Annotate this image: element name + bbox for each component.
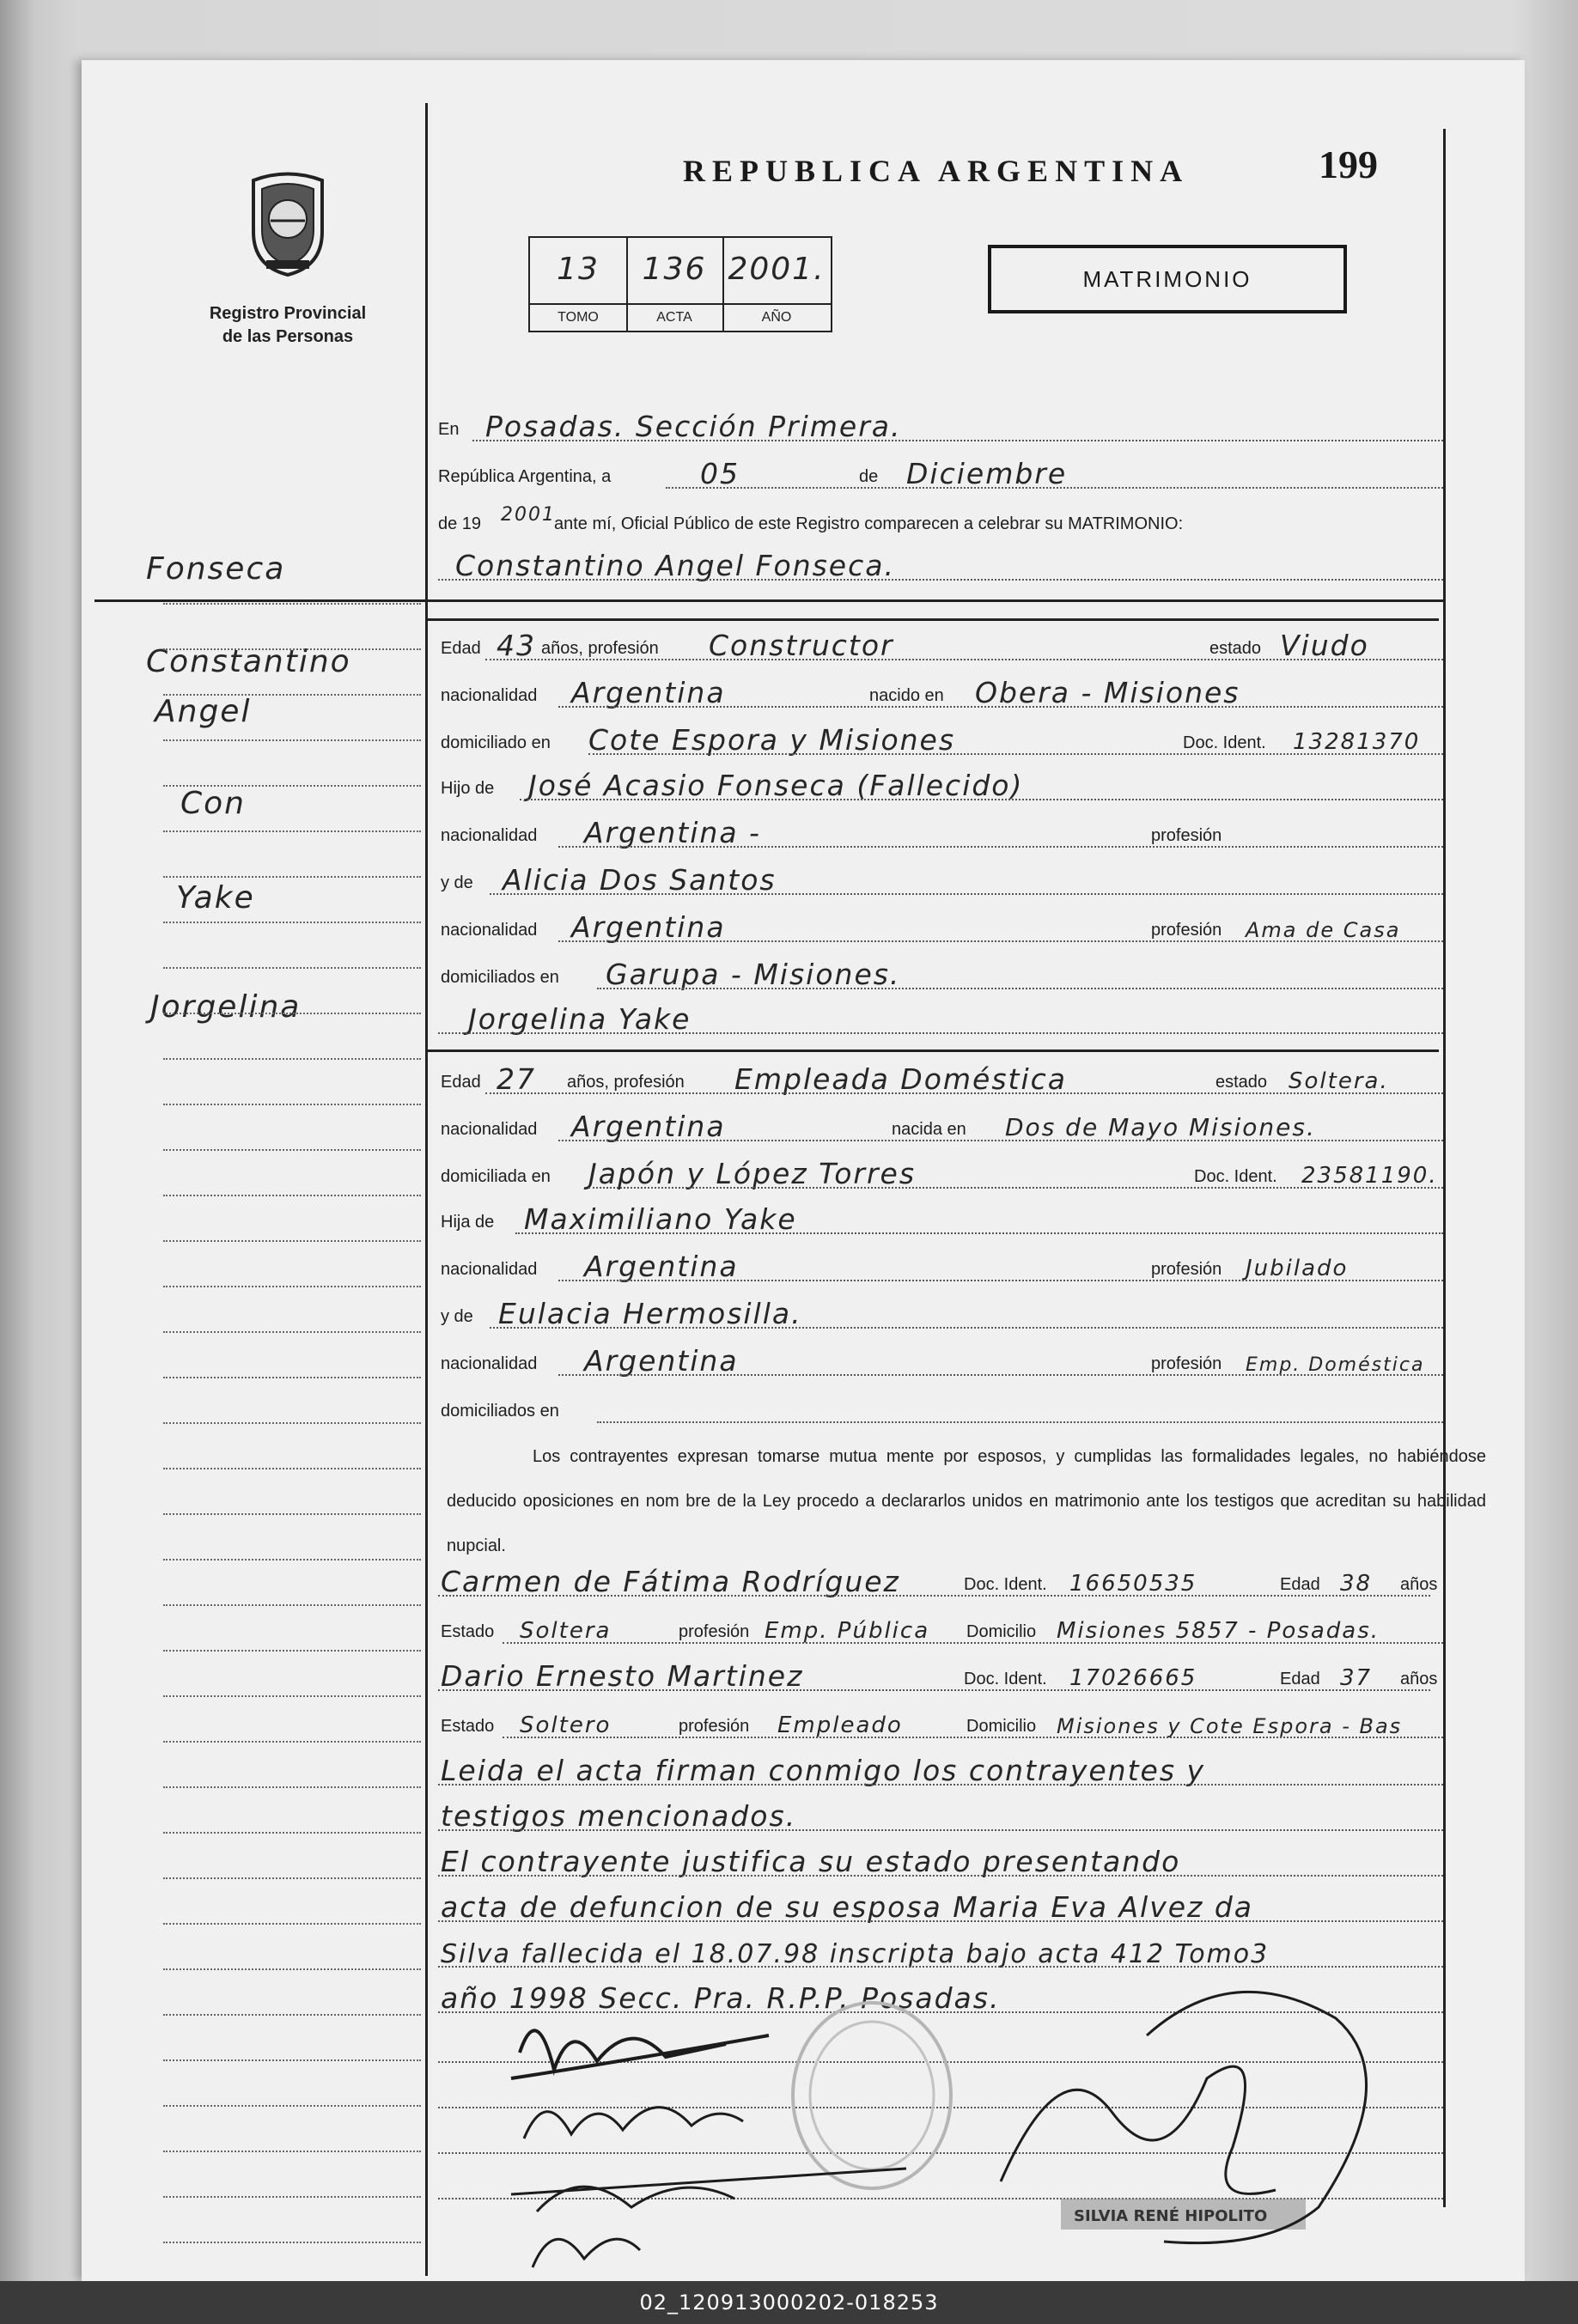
profesion-label: años, profesión [567, 1073, 685, 1092]
de-label: de [859, 467, 879, 486]
edad-label: Edad [441, 639, 481, 658]
bride-row-2 [82, 1104, 1525, 1147]
margin-line [163, 1422, 421, 1424]
witness-1-profession: Emp. Pública [765, 1618, 930, 1644]
groom-mother: Alicia Dos Santos [503, 863, 777, 897]
groom-row-8 [82, 952, 1525, 995]
dotted-line [438, 1689, 1430, 1691]
section-rule [94, 599, 1443, 602]
acta-value: 136 [642, 252, 707, 287]
month-value: Diciembre [906, 457, 1068, 490]
margin-line [163, 1104, 421, 1105]
witness-2-row-2 [82, 1700, 1525, 1743]
margin-line [163, 1604, 421, 1606]
bride-mother: Eulacia Hermosilla. [498, 1297, 802, 1330]
witness-1-row-1 [82, 1559, 1525, 1602]
groom-row-3 [82, 717, 1525, 760]
groom-father: José Acasio Fonseca (Fallecido) [528, 769, 1024, 802]
margin-line [163, 876, 421, 878]
note-row [82, 1793, 1525, 1836]
note-line-5: Silva fallecida el 18.07.98 inscripta bajo acta 412 Tomo3 [441, 1939, 1270, 1969]
dotted-line [438, 1829, 1443, 1831]
margin-line [163, 739, 421, 741]
margin-line [163, 830, 421, 832]
witness-2-row-1 [82, 1653, 1525, 1696]
witness-2-address: Misiones y Cote Espora - Bas [1057, 1714, 1403, 1738]
note-line-2: testigos mencionados. [441, 1799, 797, 1833]
dotted-line [520, 799, 1443, 800]
groom-father-nationality: Argentina - [584, 816, 761, 849]
margin-line [163, 1195, 421, 1196]
witness-2-status: Soltero [520, 1713, 612, 1738]
profesion-label: profesión [1151, 921, 1222, 940]
groom-doc: 13281370 [1293, 729, 1421, 755]
doc-label: Doc. Ident. [964, 1575, 1047, 1594]
dotted-line [438, 1920, 1443, 1922]
witness-2-name: Dario Ernesto Martinez [441, 1659, 804, 1693]
dotted-line [485, 1092, 1443, 1094]
witness-1-doc: 16650535 [1069, 1571, 1197, 1597]
groom-name-row [82, 543, 1525, 586]
bride-row-5 [82, 1244, 1525, 1287]
dotted-line [558, 706, 1443, 708]
registry-line-2: de las Personas [222, 327, 354, 346]
dotted-line [666, 487, 1443, 489]
ano-value: 2001. [728, 252, 826, 287]
bride-father: Maximiliano Yake [524, 1202, 797, 1236]
doc-label: Doc. Ident. [1194, 1167, 1277, 1186]
dotted-line [588, 753, 1443, 755]
groom-row-6 [82, 857, 1525, 900]
profesion-label: profesión [1151, 1354, 1222, 1373]
note-line-3: El contrayente justifica su estado presentando [441, 1845, 1181, 1878]
margin-line [163, 1650, 421, 1652]
note-row [82, 1748, 1525, 1791]
dotted-line [503, 1737, 1443, 1738]
bride-father-profession: Jubilado [1246, 1256, 1349, 1281]
bride-birthplace: Dos de Mayo Misiones. [1005, 1113, 1316, 1141]
note-line-1: Leida el acta firman conmigo los contrayentes y [441, 1754, 1206, 1787]
witness-1-age: 38 [1340, 1571, 1373, 1597]
dotted-line [438, 1875, 1443, 1877]
groom-birthplace: Obera - Misiones [975, 676, 1240, 709]
section-rule [425, 618, 1439, 621]
edad-label: Edad [1280, 1575, 1320, 1594]
profesion-label: profesión [679, 1622, 750, 1641]
groom-profession: Constructor [709, 629, 894, 662]
doc-label: Doc. Ident. [964, 1670, 1047, 1688]
margin-line [163, 1877, 421, 1879]
margin-line [163, 1286, 421, 1287]
hija-label: Hija de [441, 1213, 495, 1232]
bride-full-name: Jorgelina Yake [468, 1002, 692, 1036]
margin-line [163, 1741, 421, 1743]
estado-label: Estado [441, 1717, 495, 1736]
domicilio-label: Domicilio [966, 1622, 1037, 1641]
margin-line [163, 785, 421, 787]
official-stamp-icon [793, 2003, 951, 2188]
groom-signature [511, 2030, 769, 2078]
nacionalidad-label: nacionalidad [441, 1354, 538, 1373]
statement-text: ante mí, Oficial Público de este Registro comparecen a celebrar su MATRIMONIO: [554, 514, 1184, 533]
dotted-line [438, 579, 1443, 581]
registry-name [185, 302, 391, 349]
nacionalidad-label: nacionalidad [441, 826, 538, 845]
section-rule [425, 1049, 1439, 1052]
anos-label: años [1400, 1575, 1438, 1594]
bride-nationality: Argentina [571, 1110, 726, 1143]
nacionalidad-label: nacionalidad [441, 686, 538, 705]
profesion-label: profesión [679, 1717, 750, 1736]
domiciliado-label: domiciliado en [441, 733, 551, 752]
bride-row-7 [82, 1338, 1525, 1381]
day-value: 05 [700, 457, 740, 490]
margin-name: Angel [155, 694, 252, 729]
dotted-line [438, 1966, 1443, 1968]
domicilio-label: Domicilio [966, 1717, 1037, 1736]
intro-year-row [82, 498, 1525, 541]
witness-2-signature [533, 2239, 640, 2267]
dotted-line [472, 440, 1443, 441]
dotted-line [515, 1232, 1443, 1234]
hijo-label: Hijo de [441, 779, 495, 798]
margin-line [163, 1013, 421, 1014]
margin-line [163, 2196, 421, 2198]
domiciliados-label: domiciliados en [441, 1402, 559, 1421]
margin-line [163, 1786, 421, 1788]
margin-line [163, 1559, 421, 1560]
witness-1-row-2 [82, 1606, 1525, 1649]
witness-2-age: 37 [1340, 1665, 1373, 1691]
bride-mother-profession: Emp. Doméstica [1246, 1354, 1425, 1376]
groom-row-4 [82, 763, 1525, 806]
bride-age: 27 [497, 1062, 536, 1096]
page-number: 199 [1319, 143, 1378, 186]
stamp-text: SILVIA RENÉ HIPOLITO [1074, 2207, 1268, 2225]
nacionalidad-label: nacionalidad [441, 921, 538, 940]
margin-line [163, 2151, 421, 2152]
witness-1-address: Misiones 5857 - Posadas. [1057, 1618, 1380, 1644]
de19-label: de 19 [438, 514, 482, 533]
margin-name: Constantino [146, 644, 351, 679]
margin-name: Con [180, 786, 246, 821]
dotted-line [558, 940, 1443, 942]
act-type-box: MATRIMONIO [988, 245, 1347, 313]
dotted-line [558, 1374, 1443, 1376]
margin-line [163, 967, 421, 969]
groom-age: 43 [497, 629, 536, 662]
witness-1-signature [511, 2169, 906, 2211]
bride-row-3 [82, 1151, 1525, 1194]
record-number-table [528, 236, 832, 332]
domiciliados-label: domiciliados en [441, 968, 559, 987]
dotted-line [490, 893, 1443, 895]
note-row [82, 1930, 1525, 1973]
margin-line [163, 1149, 421, 1151]
margin-line [163, 1240, 421, 1242]
bride-status: Soltera. [1289, 1068, 1389, 1094]
en-label: En [438, 420, 460, 439]
estado-label: Estado [441, 1622, 495, 1641]
witness-2-profession: Empleado [777, 1713, 903, 1738]
margin-line [163, 1832, 421, 1834]
profesion-label: años, profesión [541, 639, 659, 658]
witness-1-status: Soltera [520, 1618, 612, 1644]
edad-label: Edad [441, 1073, 481, 1092]
margin-line [163, 2105, 421, 2107]
note-row [82, 1884, 1525, 1927]
groom-full-name: Constantino Angel Fonseca. [455, 549, 895, 582]
yde-label: y de [441, 1307, 473, 1326]
nacionalidad-label: nacionalidad [441, 1120, 538, 1139]
dotted-line [597, 1421, 1443, 1423]
note-line-6: año 1998 Secc. Pra. R.P.P. Posadas. [441, 1981, 1001, 2015]
estado-label: estado [1209, 639, 1262, 658]
declaration-text: Los contrayentes expresan tomarse mutua mente por esposos, y cumplidas las formalidades legales, no habiéndose deducido oposiciones en nom bre de la Ley procedo a declararlos unidos en matrimonio ante los testigos que acreditan su habilidad nupcial. [447, 1447, 1486, 1555]
margin-line [163, 922, 421, 923]
witness-1-name: Carmen de Fátima Rodríguez [441, 1565, 900, 1598]
archive-id-footer: 02_120913000202-018253 [0, 2281, 1578, 2324]
margin-line [163, 1968, 421, 1970]
margin-line [163, 2059, 421, 2061]
intro-place-row [82, 404, 1525, 447]
groom-status: Viudo [1280, 629, 1369, 662]
estado-label: estado [1215, 1073, 1268, 1092]
ano-cell [722, 238, 831, 331]
margin-line [163, 2014, 421, 2016]
margin-name: Fonseca [146, 551, 286, 587]
margin-line [163, 1468, 421, 1469]
bride-signature [524, 2108, 743, 2138]
dotted-line [588, 1187, 1443, 1189]
dotted-line [438, 1595, 1430, 1597]
margin-name: Jorgelina [150, 989, 302, 1025]
groom-nationality: Argentina [571, 676, 726, 709]
profesion-label: profesión [1151, 1260, 1222, 1279]
margin-line [163, 1923, 421, 1925]
registry-line-1: Registro Provincial [209, 304, 367, 323]
note-row [82, 1839, 1525, 1882]
dotted-line [490, 1327, 1443, 1329]
margin-line [163, 603, 421, 605]
dotted-line [597, 988, 1443, 989]
groom-parents-address: Garupa - Misiones. [606, 958, 901, 991]
tomo-label: TOMO [530, 303, 626, 331]
nacida-label: nacida en [892, 1120, 966, 1139]
dotted-line [438, 1784, 1443, 1786]
tomo-value: 13 [557, 252, 600, 287]
republica-label: República Argentina, a [438, 467, 612, 486]
tomo-cell [530, 238, 628, 331]
groom-mother-nationality: Argentina [571, 910, 726, 944]
profesion-label: profesión [1151, 826, 1222, 845]
groom-row-7 [82, 904, 1525, 947]
nacionalidad-label: nacionalidad [441, 1260, 538, 1279]
dotted-line [503, 1642, 1443, 1644]
dotted-line [438, 1032, 1443, 1034]
dotted-line [558, 1280, 1443, 1281]
bride-address: Japón y López Torres [588, 1157, 917, 1190]
groom-mother-profession: Ama de Casa [1246, 918, 1401, 942]
yde-label: y de [441, 873, 473, 892]
witness-2-doc: 17026665 [1069, 1665, 1197, 1691]
groom-address: Cote Espora y Misiones [588, 723, 956, 757]
dotted-line [485, 659, 1443, 660]
year-value: 2001 [501, 504, 556, 526]
margin-line [163, 694, 421, 696]
margin-line [163, 1513, 421, 1515]
bride-row-1 [82, 1056, 1525, 1099]
bride-row-4 [82, 1196, 1525, 1239]
margin-line [163, 648, 421, 650]
bride-profession: Empleada Doméstica [734, 1062, 1068, 1096]
domiciliada-label: domiciliada en [441, 1167, 551, 1186]
intro-date-row [82, 451, 1525, 494]
place-value: Posadas. Sección Primera. [485, 410, 902, 443]
edad-label: Edad [1280, 1670, 1320, 1688]
bride-mother-nationality: Argentina [584, 1344, 739, 1378]
bride-doc: 23581190. [1301, 1163, 1438, 1189]
ano-label: AÑO [722, 303, 831, 331]
dotted-line [558, 846, 1443, 848]
margin-name: Yake [176, 880, 255, 916]
bride-father-nationality: Argentina [584, 1250, 739, 1283]
nacido-label: nacido en [869, 686, 944, 705]
margin-line [163, 1377, 421, 1378]
register-page [82, 60, 1525, 2281]
coat-of-arms-icon [241, 167, 335, 279]
dotted-line [558, 1140, 1443, 1141]
acta-cell [626, 238, 724, 331]
document-title: REPUBLICA ARGENTINA [683, 154, 1190, 188]
margin-line [163, 2242, 421, 2243]
margin-line [163, 1331, 421, 1333]
note-line-4: acta de defuncion de su esposa Maria Eva Alvez da [441, 1890, 1254, 1924]
acta-label: ACTA [626, 303, 722, 331]
bride-row-6 [82, 1291, 1525, 1334]
signatures-area [408, 1984, 1490, 2281]
anos-label: años [1400, 1670, 1438, 1688]
margin-line [163, 1058, 421, 1060]
margin-line [163, 1695, 421, 1697]
doc-label: Doc. Ident. [1183, 733, 1266, 752]
